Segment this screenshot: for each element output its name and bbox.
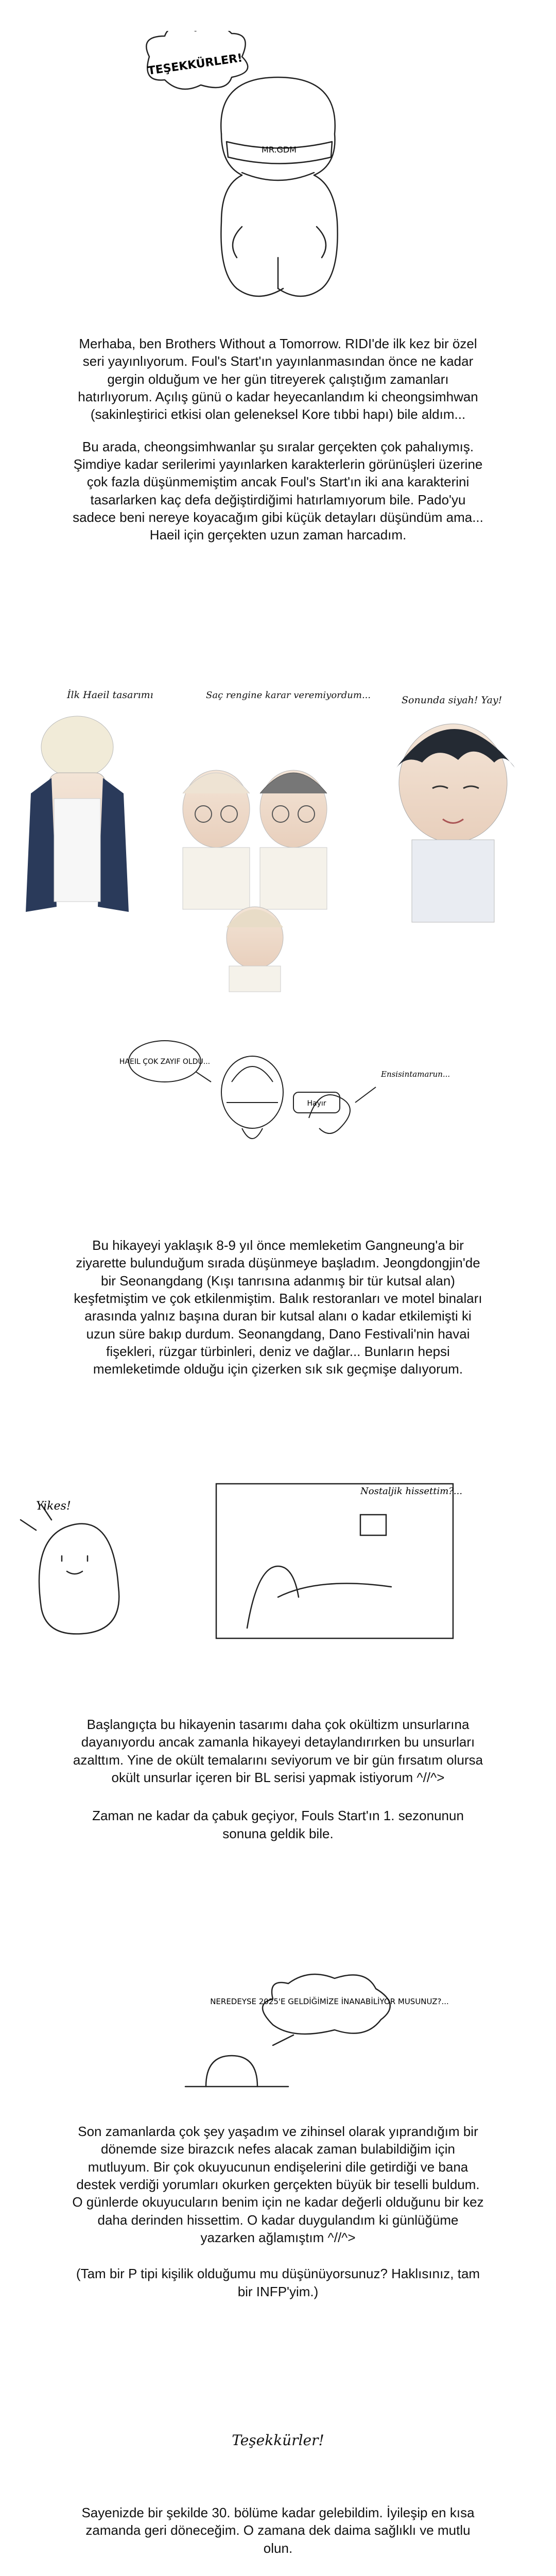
closing-text xyxy=(72,2123,484,2300)
season-bubble-text: NEREDEYSE 2025'E GELDİĞİMİZE İNANABİLİYOR MUSUNUZ?... xyxy=(210,1997,449,2006)
headband-text: MR.GDM xyxy=(262,145,297,155)
final-design-figure xyxy=(396,724,515,922)
nostalgia-illustration xyxy=(0,1443,556,1664)
bubble-right-text: Ensisintamarun... xyxy=(381,1070,450,1079)
first-design-figure xyxy=(26,716,129,912)
hometown-text xyxy=(72,1236,484,1378)
intro-paragraph-1: Merhaba, ben Brothers Without a Tomorrow. RIDI'de ilk kez bir özel seri yayınlıyorum. Foul's Start'ın yayınlanmasından önce ne kadar gergin olduğum ve her gün titreyerek çalıştığım zamanları hatırlıyorum. Açılış günü o kadar heyecanlandım ki cheongsimhwan (sakinleştirici etkisi olan geleneksel Kore tıbbi hapı) bile aldım... xyxy=(78,336,478,422)
thanks-label xyxy=(0,2432,556,2449)
nostalgia-sketch xyxy=(0,1443,556,1664)
label-glasses-design: Saç rengine karar veremiyordum... xyxy=(206,690,371,701)
label-first-design: İlk Haeil tasarımı xyxy=(67,689,153,701)
character-sketch xyxy=(0,31,556,319)
glasses-design-figures xyxy=(183,770,327,992)
closing-paragraph-2: (Tam bir P tipi kişilik olduğumu mu düşünüyorsunuz? Haklısınız, tam bir INFP'yim.) xyxy=(76,2266,480,2299)
season-paragraph: Zaman ne kadar da çabuk geçiyor, Fouls Start'ın 1. sezonunun sonuna geldik bile. xyxy=(92,1808,464,1841)
closing-paragraph-1: Son zamanlarda çok şey yaşadım ve zihinsel olarak yıprandığım bir dönemde size birazcık nefes alacak zaman bulabildiğim için mutluyum. Bir çok okuyucunun endişelerini dile getirdiği ve bana destek verdiği yorumları okurken gerçekten büyük bir teselli buldum. O günlerde okuyucuların benim için ne kadar değerli olduğunu bir kez daha derinden hissettim. O kadar duygulandım ki günlüğüme yazarken ağlamıştım ^//^> xyxy=(72,2124,484,2245)
label-final-design: Sonunda siyah! Yay! xyxy=(402,694,502,706)
hometown-paragraph: Bu hikayeyi yaklaşık 8-9 yıl önce memleketim Gangneung'a bir ziyarette bulunduğum sırada düşünmeye başladım. Jeongdongjin'de bir Seonangdang (Kışı tanrısına adanmış bir tür kutsal alan) keşfetmiştim ve çok etkilenmiştim. Balık restoranları ve motel binaları arasında yalnız başına duran bir kutsal alanı o kadar etkilemişti ki uzun süre bakıp durdum. Seonangdang, Dano Festivali'nin havai fişekleri, rüzgar türbinleri, deniz ve dağlar... Bunların hepsi memleketimde olduğu için çizerken sık sık geçmişe dalıyorum. xyxy=(74,1238,482,1377)
thanks-text: Teşekkürler! xyxy=(232,2432,324,2449)
intro-text xyxy=(72,335,484,544)
season-sketch xyxy=(0,1958,556,2102)
intro-paragraph-2: Bu arada, cheongsimhwanlar şu sıralar gerçekten çok pahalıymış. Şimdiye kadar serilerimi yayınlarken karakterlerin görünüşleri üzerine çok fazla düşünmemiştim ancak Foul's Start'ın iki ana karakterini tasarlarken kaç defa değiştirdiğimi hatırlamıyorum bile. Pado'yu sadece beni nereye koyacağım gibi küçük detayları düşündüm ama... Haeil için gerçekten uzun zaman harcadım. xyxy=(73,438,483,543)
character-design-panel xyxy=(0,670,556,1185)
bubble-left-text: HAEIL ÇOK ZAYIF OLDU... xyxy=(119,1058,211,1066)
occult-paragraph: Başlangıçta bu hikayenin tasarımı daha çok okültizm unsurlarına dayanıyordu ancak zamanla hikayeyi detaylandırırken bu unsurları azalttım. Yine de okült temalarını seviyorum ve bir gün fırsatım olursa okült unsurlar içeren bir BL serisi yapmak istiyorum ^//^> xyxy=(73,1717,483,1785)
intro-sketch xyxy=(0,31,556,319)
nostalgia-text: Nostaljik hissettim?... xyxy=(360,1486,463,1497)
final-text xyxy=(72,2504,484,2557)
design-illustrations xyxy=(0,670,556,1185)
speech-text: TEŞEKKÜRLER! xyxy=(147,52,244,78)
season-illustration xyxy=(0,1958,556,2102)
final-paragraph: Sayenizde bir şekilde 30. bölüme kadar gelebildim. İyileşip en kısa zamanda geri döneceğim. O zamana dek daima sağlıklı ve mutlu olun. xyxy=(81,2505,475,2556)
yikes-text: Yikes! xyxy=(36,1500,71,1513)
occult-text xyxy=(72,1716,484,1842)
scroll-label: Hayır xyxy=(307,1099,326,1108)
